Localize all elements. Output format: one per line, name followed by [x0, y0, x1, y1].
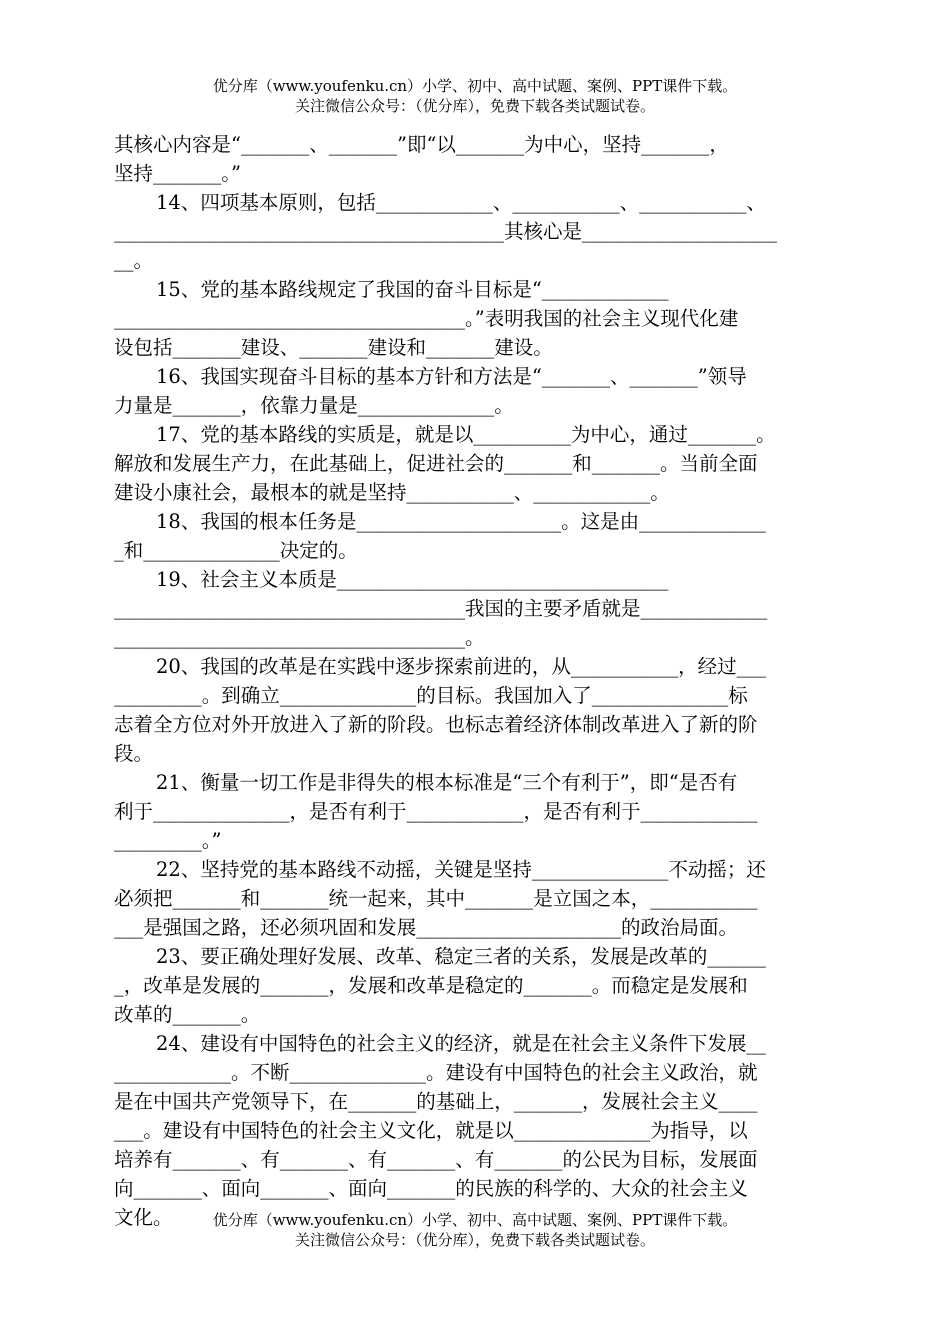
- text-line: 解放和发展生产力，在此基础上，促进社会的_______和_______。当前全面: [114, 452, 758, 475]
- footer-line-1: 优分库（www.youfenku.cn）小学、初中、高中试题、案例、PPT课件下载。: [212, 1211, 738, 1229]
- text-line: 其核心内容是“_______、_______”即“以_______为中心，坚持_______，: [114, 133, 729, 156]
- page-footer: [0, 1210, 950, 1250]
- question-24: 24、建设有中国特色的社会主义的经济，就是在社会主义条件下发展__: [156, 1032, 766, 1055]
- text-line: 利于______________，是否有利于____________，是否有利于____________: [114, 800, 758, 823]
- text-line: _________。到确立______________的目标。我国加入了______________标: [114, 684, 748, 707]
- text-line: _，改革是发展的_______，发展和改革是稳定的_______。而稳定是发展和: [114, 974, 748, 997]
- text-line: 志着全方位对外开放进入了新的阶段。也标志着经济体制改革进入了新的阶: [114, 713, 758, 736]
- text-line: ____________________________________。: [114, 626, 485, 649]
- text-line: 力量是_______，依靠力量是______________。: [114, 394, 514, 417]
- text-line: ___是强国之路，还必须巩固和发展_____________________的政治局面。: [114, 916, 739, 939]
- text-line: ____________________________________我国的主要矛盾就是_____________: [114, 597, 768, 620]
- text-line: 文化。: [114, 1206, 173, 1229]
- text-line: ___。建设有中国特色的社会主义文化，就是以______________为指导，以: [114, 1119, 748, 1142]
- text-line: _和______________决定的。: [114, 539, 358, 562]
- question-19: 19、社会主义本质是__________________________________: [156, 568, 669, 591]
- page-header: [0, 76, 950, 116]
- text-line: 必须把_______和_______统一起来，其中_______是立国之本，___________: [114, 887, 758, 910]
- text-line: ____________。不断______________。建设有中国特色的社会主义政治，就: [114, 1061, 758, 1084]
- text-line: 建设小康社会，最根本的就是坚持___________、____________。: [114, 481, 670, 504]
- footer-line-2: 关注微信公众号：（优分库），免费下载各类试题试卷。: [294, 1231, 655, 1249]
- question-20: 20、我国的改革是在实践中逐步探索前进的，从___________，经过___: [156, 655, 766, 678]
- text-line: ____________________________________。”表明我国的社会主义现代化建: [114, 307, 739, 330]
- question-14: 14、四项基本原则，包括____________、___________、___________、: [156, 191, 766, 214]
- text-line: 是在中国共产党领导下，在_______的基础上，_______，发展社会主义____: [114, 1090, 758, 1113]
- text-line: __。: [114, 249, 154, 272]
- text-line: 设包括_______建设、_______建设和_______建设。: [114, 336, 553, 359]
- question-21: 21、衡量一切工作是非得失的根本标准是“三个有利于”，即“是否有: [156, 771, 738, 794]
- question-23: 23、要正确处理好发展、改革、稳定三者的关系，发展是改革的______: [156, 945, 766, 968]
- header-line-2: 关注微信公众号：（优分库），免费下载各类试题试卷。: [294, 97, 655, 115]
- question-16: 16、我国实现奋斗目标的基本方针和方法是“_______、_______”领导: [156, 365, 747, 388]
- text-line: 段。: [114, 742, 154, 765]
- text-line: 向_______、面向_______、面向_______的民族的科学的、大众的社会主义: [114, 1177, 748, 1200]
- text-line: 培养有_______、有_______、有_______、有_______的公民为目标，发展面: [114, 1148, 758, 1171]
- question-18: 18、我国的根本任务是_____________________。这是由_____________: [156, 510, 766, 533]
- text-line: 改革的_______。: [114, 1003, 261, 1026]
- text-line: 坚持_______。”: [114, 162, 241, 185]
- header-line-1: 优分库（www.youfenku.cn）小学、初中、高中试题、案例、PPT课件下载。: [212, 77, 738, 95]
- question-22: 22、坚持党的基本路线不动摇，关键是坚持______________不动摇；还: [156, 858, 766, 881]
- text-line: ________________________________________其核心是____________________: [114, 220, 778, 243]
- question-15: 15、党的基本路线规定了我国的奋斗目标是“_____________: [156, 278, 669, 301]
- question-17: 17、党的基本路线的实质是，就是以__________为中心，通过_______。: [156, 423, 776, 446]
- text-line: _________。”: [114, 829, 222, 852]
- document-body: [114, 130, 838, 1232]
